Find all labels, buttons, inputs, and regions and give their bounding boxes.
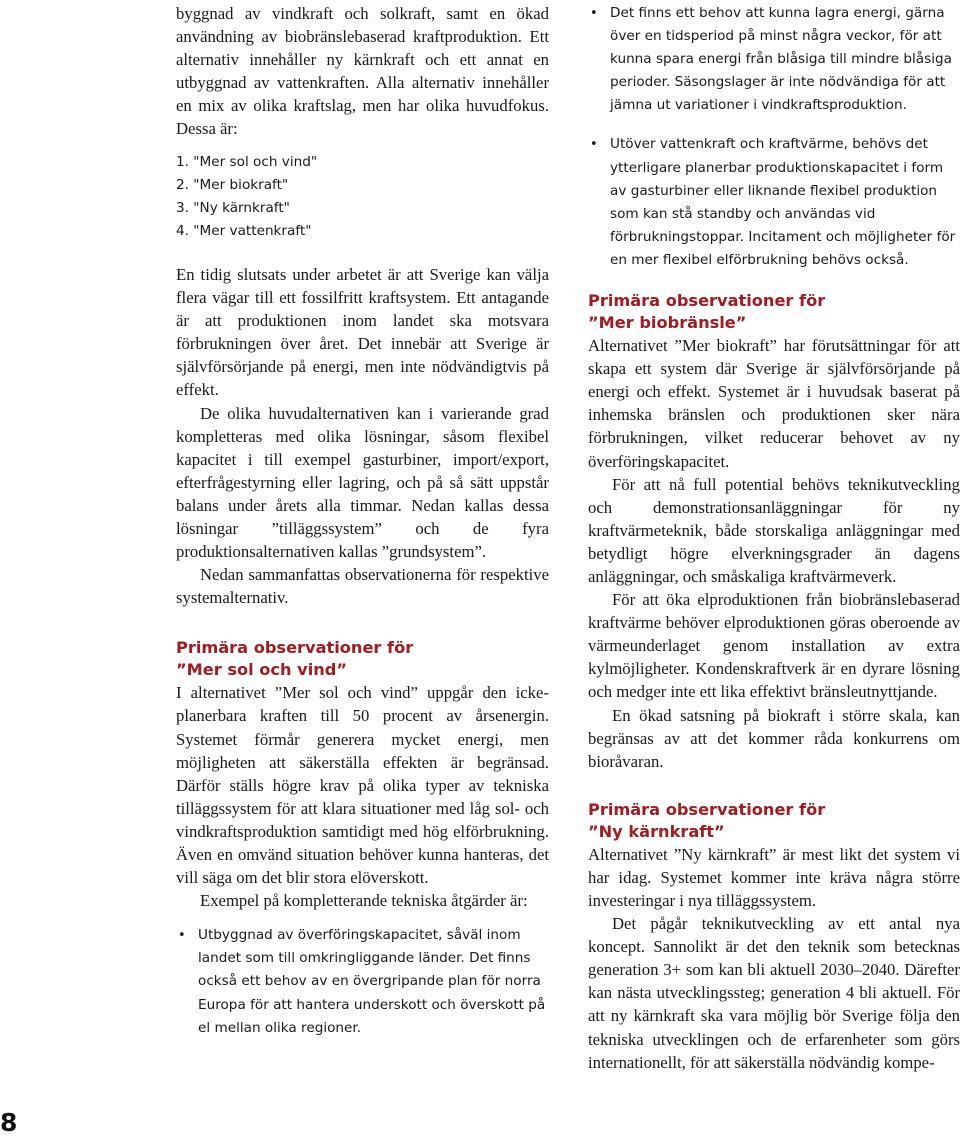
bullet-icon: • (178, 928, 186, 944)
competition-paragraph: En ökad satsning på biokraft i större skala, kan begränsas av att det kommer råda konkurrens om bioråvaran. (588, 705, 960, 771)
bullet-text: Utöver vattenkraft och kraftvärme, behövs det ytterligare planerbar produktionskapacitet i form av gasturbiner eller liknande flexibel produktion som kan stå standby och användas vid förbrukningstoppar. Incitament och möjligheter för en mer flexibel elförbrukning behövs också. (610, 136, 956, 268)
scenario-list (176, 151, 549, 243)
bullet-icon: • (590, 6, 598, 21)
bullet-item (588, 133, 960, 272)
scenario-item-1: 1. "Mer sol och vind" (176, 153, 318, 170)
heading-line-1: Primära observationer för (588, 291, 826, 311)
heading-sol-och-vind (176, 637, 549, 681)
heading-line-2: ”Mer biobränsle” (588, 313, 747, 333)
elproduction-paragraph: För att öka elproduktionen från biobränslebaserad kraftvärme behöver elproduktionen göras oberoende av värmeunderlaget genom installation av extra kylmöjligheter. Kondenskraftverk är en dyrare lösning och medger inte ett lika effektivt bränsleutnyttjande. (588, 590, 960, 702)
heading-line-2: ”Ny kärnkraft” (588, 821, 725, 841)
measures-list-continued (588, 2, 960, 272)
bullet-icon: • (590, 137, 598, 153)
sol-vind-paragraph: I alternativet ”Mer sol och vind” uppgår den icke-planerbara kraften till 50 procent av årsenergin. Systemet förmår generera mycket energi, men möjligheten att säkerställa effekten är begränsad. Därför ställs högre krav på olika typer av tekniska tilläggssystem för att klara situationer med låg sol- och vindkraftsproduktion samtidigt med hög elförbrukning. Även en omvänd situation behöver kunna hanteras, det vill säga om det blir stora elöverskott. (176, 683, 549, 888)
right-column (588, 2, 960, 1074)
bullet-text: Utbyggnad av överföringskapacitet, såväl inom landet som till omkringliggande länder. Det finns också ett behov av en övergripande plan för norra Europa för att hantera underskott och överskott på el mellan olika regioner. (198, 927, 546, 1036)
page-number: 8 (0, 1108, 18, 1137)
karnkraft-paragraph: Alternativet ”Ny kärnkraft” är mest likt det system vi har idag. Systemet kommer inte kräva några större investeringar i nya tilläggssystem. (588, 844, 960, 910)
heading-line-2: ”Mer sol och vind” (176, 660, 348, 680)
heading-line-1: Primära observationer för (176, 638, 414, 658)
bullet-item (176, 924, 549, 1039)
bullet-item (588, 2, 960, 117)
measures-list (176, 924, 549, 1039)
scenario-item-4: 4. "Mer vattenkraft" (176, 222, 312, 239)
heading-biobransle (588, 290, 960, 334)
development-paragraph: Det pågår teknikutveckling av ett antal nya koncept. Sannolikt är det den teknik som betecknas generation 3+ som kan bli aktuell 2030–2040. Därefter kan nästa utvecklingssteg; generation 4 bli aktuell. För att ny kärnkraft ska vara möjlig bör Sverige följa den tekniska utvecklingen och de erfarenheter som görs internationellt, för att säkerställa nödvändig kompe- (588, 914, 960, 1072)
biokraft-paragraph: Alternativet ”Mer biokraft” har förutsättningar för att skapa ett system där Sverige är självförsörjande på energi och effekt. Systemet är i huvudsak baserat på inhemska bränslen och produktionen sker nära förbrukningen, vilket reducerar behovet av ny överföringskapacitet. (588, 336, 960, 471)
heading-ny-karnkraft (588, 799, 960, 843)
bullet-text: Det finns ett behov att kunna lagra energi, gärna över en tidsperiod på minst några veckor, för att kunna spara energi från blåsiga till mindre blåsiga perioder. Säsongslager är inte nödvändiga för att jämna ut variationer i vindkraftsproduktion. (610, 5, 952, 114)
complement-paragraph: De olika huvudalternativen kan i varierande grad kompletteras med olika lösningar, såsom flexibel kapacitet i till exempel gasturbiner, import/export, efterfrågestyrning eller lagring, och på så sätt uppstår balans under årets alla timmar. Nedan kallas dessa lösningar ”tilläggssystem” och de fyra produktionsalternativen kallas ”grundsystem”. (176, 403, 549, 562)
examples-paragraph: Exempel på kompletterande tekniska åtgärder är: (200, 891, 528, 911)
potential-paragraph: För att nå full potential behövs teknikutveckling och demonstrationsanläggningar för ny kraftvärmeteknik, både storskaliga anläggningar med betydligt högre elverkningsgrader än dagens anläggningar, och småskaliga kraftvärmeverk. (588, 474, 960, 586)
heading-line-1: Primära observationer för (588, 799, 826, 819)
intro-paragraph: byggnad av vindkraft och solkraft, samt en ökad användning av biobränslebaserad kraftproduktion. Ett alternativ innehåller ny kärnkraft och ett annat en utbyggnad av vattenkraften. Alla alternativ innehåller en mix av olika kraftslag, men har olika huvudfokus. Dessa är: (176, 4, 549, 139)
conclusion-paragraph: En tidig slutsats under arbetet är att Sverige kan välja flera vägar till ett fossilfritt kraftsystem. Ett antagande är att produktionen inom landet ska motsvara förbrukningen över året. Det innebär att Sverige är självförsörjande på energi, men inte nödvändigtvis på effekt. (176, 264, 549, 400)
scenario-item-2: 2. "Mer biokraft" (176, 176, 289, 193)
scenario-item-3: 3. "Ny kärnkraft" (176, 199, 290, 216)
left-column (176, 2, 549, 1040)
summary-intro-paragraph: Nedan sammanfattas observationerna för respektive systemalternativ. (176, 565, 549, 608)
